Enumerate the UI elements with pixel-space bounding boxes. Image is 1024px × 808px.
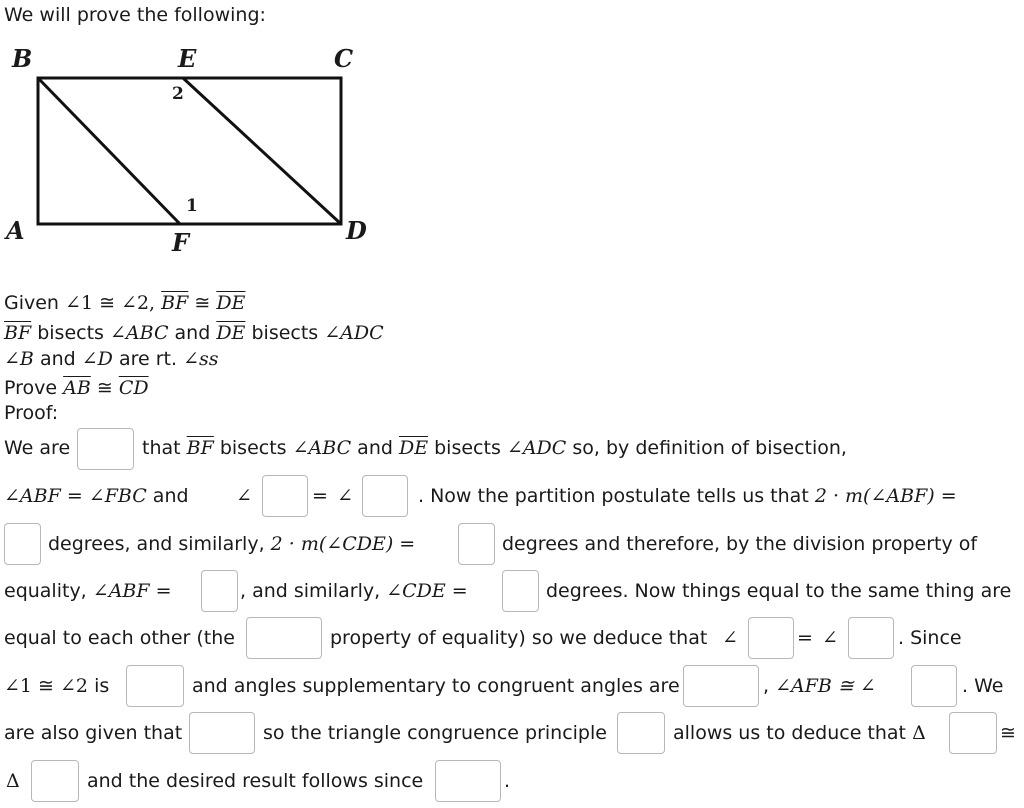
equality-word: equality, xyxy=(4,580,87,602)
and-word-3: and xyxy=(357,437,393,459)
abf-equals-fbc: ∠ABF = ∠FBC xyxy=(4,485,147,507)
blank-9-angle[interactable] xyxy=(748,617,794,659)
proof-l7-a: are also given that xyxy=(4,722,183,744)
segment-bf-label-2: $\overline{BF}$ xyxy=(4,322,32,344)
angle-afb-cong: ∠AFB ≅ ∠ xyxy=(775,675,876,697)
given-angles: ∠1 ≅ ∠2, xyxy=(65,292,156,314)
triangle-symbol-1: Δ xyxy=(912,722,926,744)
blank-7-value[interactable] xyxy=(502,570,539,612)
label-c: C xyxy=(334,44,354,73)
proof-l4-a xyxy=(4,578,172,604)
prove-line xyxy=(4,375,149,401)
blank-11-relation[interactable] xyxy=(126,665,184,707)
similarly-text: , and similarly, xyxy=(240,580,381,602)
segment-ed xyxy=(183,78,341,224)
proof-l3-a xyxy=(48,531,415,557)
and-word-2: and xyxy=(39,348,76,370)
blank-18-reason[interactable] xyxy=(435,760,501,802)
blank-15-principle[interactable] xyxy=(617,712,665,754)
congruent-symbol: ≅ xyxy=(194,292,211,314)
proof-angle-abc: ∠ABC xyxy=(292,437,352,459)
proof-l8-a: and the desired result follows since xyxy=(87,770,424,792)
geometry-figure xyxy=(0,40,390,270)
two-m-cde: 2 · m(∠CDE) = xyxy=(270,533,416,555)
are-rt-text: are rt. xyxy=(118,348,178,370)
blank-10-angle[interactable] xyxy=(848,617,894,659)
equals-sign-2: = xyxy=(797,627,813,649)
is-word: is xyxy=(94,675,110,697)
intro-text: We will prove the following: xyxy=(4,4,266,26)
proof-l7-c xyxy=(673,720,926,746)
label-a: A xyxy=(6,216,25,245)
segment-bf-label: $\overline{BF}$ xyxy=(161,292,189,314)
angle-abf-equals: ∠ABF = xyxy=(92,580,172,602)
blank-5-degrees[interactable] xyxy=(458,523,495,565)
blank-13-angle[interactable] xyxy=(911,665,957,707)
blank-2-angle[interactable] xyxy=(262,475,308,517)
blank-4-degrees[interactable] xyxy=(4,523,41,565)
angle-symbol: ∠ xyxy=(183,348,199,370)
angle-sign-4: ∠ xyxy=(822,627,838,649)
partition-text xyxy=(418,483,957,509)
given-word: Given xyxy=(4,292,59,314)
proof-l6-a xyxy=(4,673,109,699)
and-word-4: and xyxy=(152,485,189,507)
final-period: . xyxy=(504,770,511,792)
blank-14-given[interactable] xyxy=(189,712,255,754)
angle-b: ∠B xyxy=(4,348,34,370)
blank-3-angle[interactable] xyxy=(362,475,408,517)
ss-text: ss xyxy=(198,348,219,370)
blank-17-triangle[interactable] xyxy=(31,760,79,802)
proof-l7-b: so the triangle congruence principle xyxy=(263,722,607,744)
angle-cde-equals: ∠CDE = xyxy=(386,580,468,602)
proof-l5-a: equal to each other (the xyxy=(4,627,235,649)
proof-l6-d: . We xyxy=(962,675,1004,697)
partition-sentence: . Now the partition postulate tells us that xyxy=(418,485,809,507)
bisection-text: so, by definition of bisection, xyxy=(572,437,847,459)
proof-l3-b: degrees and therefore, by the division property of xyxy=(502,533,978,555)
segment-de-label-2: $\overline{DE}$ xyxy=(216,322,246,344)
prove-word: Prove xyxy=(4,377,58,399)
degrees-similarly: degrees, and similarly, xyxy=(48,533,265,555)
right-angles-line xyxy=(4,346,219,372)
label-f: F xyxy=(172,228,190,257)
blank-1-reason[interactable] xyxy=(77,428,134,470)
that-word: that xyxy=(142,437,181,459)
proof-seg-bf: $\overline{BF}$ xyxy=(186,437,214,459)
angle-1-cong-2: ∠1 ≅ ∠2 xyxy=(4,675,89,697)
angle-1-label: 1 xyxy=(186,196,198,216)
blank-6-value[interactable] xyxy=(201,570,238,612)
bisects-word-1: bisects xyxy=(37,322,104,344)
label-d: D xyxy=(346,216,367,245)
proof-l1-rest xyxy=(142,435,847,461)
proof-l4-b xyxy=(240,578,468,604)
angle-abc: ∠ABC xyxy=(109,322,169,344)
segment-de-label: $\overline{DE}$ xyxy=(216,292,246,314)
bisects-word-2: bisects xyxy=(251,322,319,344)
angle-sign-1: ∠ xyxy=(236,485,252,507)
proof-l6-b: and angles supplementary to congruent angles are xyxy=(192,675,680,697)
two-m-abf: 2 · m(∠ABF) = xyxy=(814,485,957,507)
given-line xyxy=(4,290,245,316)
proof-l1-start: We are xyxy=(4,437,71,459)
angle-sign-3: ∠ xyxy=(722,627,738,649)
segment-ab-label: $\overline{AB}$ xyxy=(63,377,91,399)
blank-16-triangle[interactable] xyxy=(949,712,997,754)
equals-sign-1: = xyxy=(312,485,328,507)
bisects-word-3: bisects xyxy=(219,437,287,459)
proof-l4-c: degrees. Now things equal to the same thing are xyxy=(546,580,1012,602)
angle-adc: ∠ADC xyxy=(324,322,384,344)
angle-2-label: 2 xyxy=(172,84,184,104)
blank-8-property[interactable] xyxy=(246,617,322,659)
congruent-symbol-2: ≅ xyxy=(96,377,113,399)
triangle-symbol-2: Δ xyxy=(6,770,20,792)
proof-l5-c: . Since xyxy=(898,627,962,649)
proof-label: Proof: xyxy=(4,402,59,424)
label-e: E xyxy=(178,44,197,73)
blank-12-word[interactable] xyxy=(683,665,759,707)
deduce-text: allows us to deduce that xyxy=(673,722,907,744)
label-b: B xyxy=(12,44,33,73)
angle-sign-2: ∠ xyxy=(337,485,353,507)
segment-cd-label: $\overline{CD}$ xyxy=(118,377,149,399)
bisect-line xyxy=(4,320,384,346)
bisects-word-4: bisects xyxy=(434,437,501,459)
proof-l6-c xyxy=(763,673,876,699)
rectangle-diagram xyxy=(0,40,390,270)
congruent-symbol-3: ≅ xyxy=(1000,722,1016,744)
segment-bf xyxy=(38,78,180,224)
angle-d: ∠D xyxy=(81,348,113,370)
proof-l5-b: property of equality) so we deduce that xyxy=(330,627,708,649)
proof-l2-start xyxy=(4,483,189,509)
proof-seg-de: $\overline{DE}$ xyxy=(398,437,429,459)
and-word-1: and xyxy=(174,322,211,344)
proof-angle-adc: ∠ADC xyxy=(506,437,567,459)
comma: , xyxy=(763,675,770,697)
